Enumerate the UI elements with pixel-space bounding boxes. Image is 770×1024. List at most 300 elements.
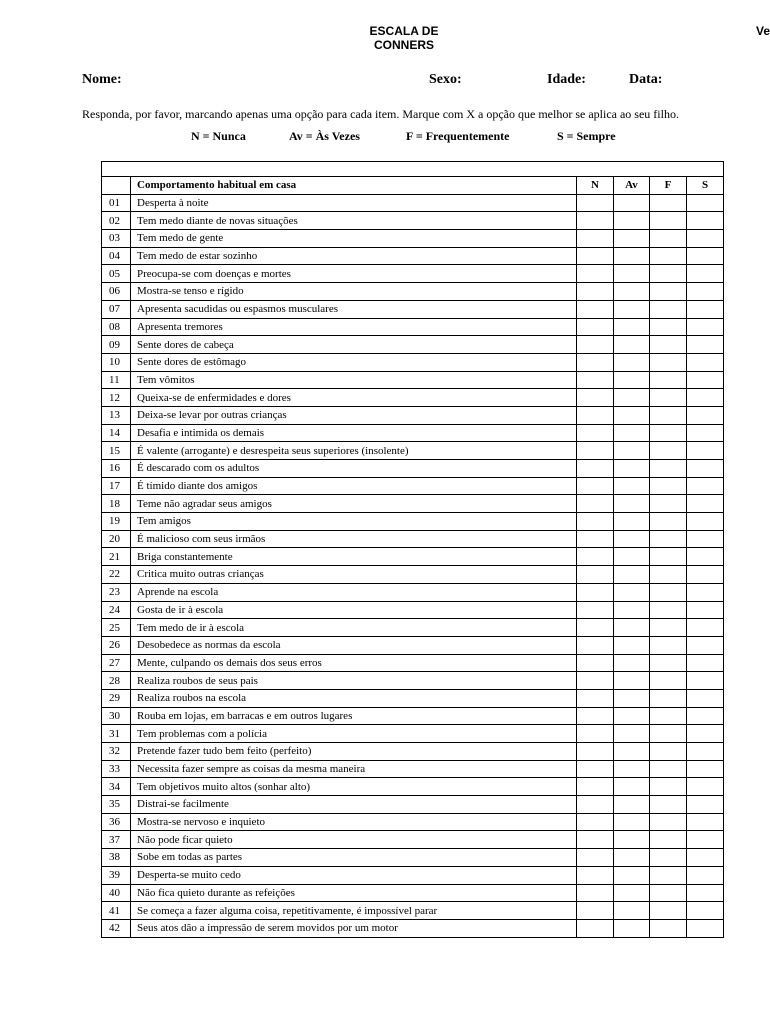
answer-cell-f[interactable] <box>650 477 687 495</box>
answer-cell-n[interactable] <box>577 406 614 424</box>
answer-cell-av[interactable] <box>614 336 650 354</box>
answer-cell-s[interactable] <box>687 619 724 637</box>
table-row <box>102 778 724 796</box>
item-description: Pretende fazer tudo bem feito (perfeito) <box>131 743 577 761</box>
answer-cell-s[interactable] <box>687 513 724 531</box>
answer-cell-f[interactable] <box>650 796 687 814</box>
answer-cell-n[interactable] <box>577 495 614 513</box>
answer-cell-n[interactable] <box>577 530 614 548</box>
answer-cell-n[interactable] <box>577 725 614 743</box>
behavior-header: Comportamento habitual em casa <box>131 177 577 195</box>
answer-cell-f[interactable] <box>650 300 687 318</box>
title-line-2: CONNERS <box>373 38 434 52</box>
answer-cell-av[interactable] <box>614 831 650 849</box>
answer-cell-f[interactable] <box>650 389 687 407</box>
item-description: Preocupa-se com doenças e mortes <box>131 265 577 283</box>
item-number: 16 <box>102 460 131 478</box>
answer-cell-av[interactable] <box>614 406 650 424</box>
answer-cell-n[interactable] <box>577 548 614 566</box>
answer-cell-f[interactable] <box>650 760 687 778</box>
answer-cell-f[interactable] <box>650 919 687 937</box>
answer-cell-s[interactable] <box>687 689 724 707</box>
answer-cell-f[interactable] <box>650 371 687 389</box>
answer-cell-av[interactable] <box>614 460 650 478</box>
item-number: 37 <box>102 831 131 849</box>
answer-cell-f[interactable] <box>650 849 687 867</box>
option-header-s: S <box>687 177 724 195</box>
table-row <box>102 619 724 637</box>
answer-cell-n[interactable] <box>577 477 614 495</box>
item-description: É tímido diante dos amigos <box>131 477 577 495</box>
answer-cell-s[interactable] <box>687 424 724 442</box>
item-description: Tem medo de estar sozinho <box>131 247 577 265</box>
answer-cell-f[interactable] <box>650 619 687 637</box>
table-row <box>102 636 724 654</box>
answer-cell-s[interactable] <box>687 725 724 743</box>
answer-cell-s[interactable] <box>687 743 724 761</box>
answer-cell-n[interactable] <box>577 566 614 584</box>
item-description: Realiza roubos de seus pais <box>131 672 577 690</box>
item-description: Mostra-se tenso e rígido <box>131 283 577 301</box>
answer-cell-s[interactable] <box>687 389 724 407</box>
answer-cell-f[interactable] <box>650 212 687 230</box>
item-number: 28 <box>102 672 131 690</box>
answer-cell-s[interactable] <box>687 265 724 283</box>
table-row <box>102 796 724 814</box>
item-description: Não pode ficar quieto <box>131 831 577 849</box>
item-number: 40 <box>102 884 131 902</box>
option-header-f: F <box>650 177 687 195</box>
answer-cell-f[interactable] <box>650 813 687 831</box>
item-description: Mente, culpando os demais dos seus erros <box>131 654 577 672</box>
table-row <box>102 601 724 619</box>
corner-text: Ve <box>756 24 770 38</box>
answer-cell-f[interactable] <box>650 601 687 619</box>
nome-label: Nome: <box>82 72 122 87</box>
item-number: 21 <box>102 548 131 566</box>
answer-cell-av[interactable] <box>614 530 650 548</box>
answer-cell-n[interactable] <box>577 583 614 601</box>
table-row <box>102 424 724 442</box>
answer-cell-s[interactable] <box>687 866 724 884</box>
answer-cell-s[interactable] <box>687 760 724 778</box>
data-label: Data: <box>629 72 663 87</box>
item-description: Tem problemas com a polícia <box>131 725 577 743</box>
answer-cell-av[interactable] <box>614 778 650 796</box>
answer-cell-av[interactable] <box>614 283 650 301</box>
answer-cell-f[interactable] <box>650 725 687 743</box>
answer-cell-av[interactable] <box>614 725 650 743</box>
answer-cell-n[interactable] <box>577 212 614 230</box>
item-description: Critica muito outras crianças <box>131 566 577 584</box>
table-row <box>102 548 724 566</box>
answer-cell-f[interactable] <box>650 778 687 796</box>
answer-cell-f[interactable] <box>650 406 687 424</box>
table-row <box>102 707 724 725</box>
table-row <box>102 477 724 495</box>
answer-cell-av[interactable] <box>614 265 650 283</box>
item-number: 08 <box>102 318 131 336</box>
option-header-av: Av <box>614 177 650 195</box>
answer-cell-f[interactable] <box>650 318 687 336</box>
answer-cell-av[interactable] <box>614 477 650 495</box>
table-row <box>102 919 724 937</box>
item-description: Tem medo de ir à escola <box>131 619 577 637</box>
table-row <box>102 406 724 424</box>
item-description: Não fica quieto durante as refeições <box>131 884 577 902</box>
answer-cell-f[interactable] <box>650 530 687 548</box>
answer-cell-n[interactable] <box>577 300 614 318</box>
legend-frequentemente: F = Frequentemente <box>406 129 510 143</box>
answer-cell-n[interactable] <box>577 636 614 654</box>
answer-cell-s[interactable] <box>687 477 724 495</box>
table-row <box>102 371 724 389</box>
answer-cell-s[interactable] <box>687 247 724 265</box>
answer-cell-n[interactable] <box>577 760 614 778</box>
item-number: 36 <box>102 813 131 831</box>
answer-cell-f[interactable] <box>650 902 687 920</box>
answer-cell-s[interactable] <box>687 566 724 584</box>
answer-cell-n[interactable] <box>577 389 614 407</box>
answer-cell-av[interactable] <box>614 212 650 230</box>
table-row <box>102 495 724 513</box>
item-description: Queixa-se de enfermidades e dores <box>131 389 577 407</box>
answer-cell-f[interactable] <box>650 831 687 849</box>
answer-cell-n[interactable] <box>577 318 614 336</box>
sexo-label: Sexo: <box>429 72 462 87</box>
answer-cell-s[interactable] <box>687 583 724 601</box>
answer-cell-av[interactable] <box>614 583 650 601</box>
table-blank-row <box>102 162 724 177</box>
answer-cell-s[interactable] <box>687 406 724 424</box>
answer-cell-av[interactable] <box>614 707 650 725</box>
item-number: 13 <box>102 406 131 424</box>
answer-cell-f[interactable] <box>650 460 687 478</box>
item-number: 30 <box>102 707 131 725</box>
answer-cell-s[interactable] <box>687 902 724 920</box>
table-row <box>102 689 724 707</box>
answer-cell-av[interactable] <box>614 760 650 778</box>
behavior-scale-table <box>101 161 724 938</box>
answer-cell-s[interactable] <box>687 601 724 619</box>
answer-cell-av[interactable] <box>614 389 650 407</box>
item-description: Rouba em lojas, em barracas e em outros lugares <box>131 707 577 725</box>
answer-cell-n[interactable] <box>577 442 614 460</box>
item-number: 11 <box>102 371 131 389</box>
answer-cell-n[interactable] <box>577 601 614 619</box>
answer-cell-s[interactable] <box>687 371 724 389</box>
item-number: 31 <box>102 725 131 743</box>
answer-cell-n[interactable] <box>577 884 614 902</box>
table-row <box>102 866 724 884</box>
answer-cell-av[interactable] <box>614 813 650 831</box>
answer-cell-n[interactable] <box>577 247 614 265</box>
answer-cell-s[interactable] <box>687 654 724 672</box>
answer-cell-av[interactable] <box>614 866 650 884</box>
table-row <box>102 743 724 761</box>
table-row <box>102 265 724 283</box>
answer-cell-av[interactable] <box>614 548 650 566</box>
item-number: 19 <box>102 513 131 531</box>
answer-cell-s[interactable] <box>687 495 724 513</box>
table-row <box>102 442 724 460</box>
answer-cell-s[interactable] <box>687 230 724 248</box>
answer-cell-s[interactable] <box>687 636 724 654</box>
answer-cell-n[interactable] <box>577 619 614 637</box>
table-row <box>102 230 724 248</box>
table-row <box>102 318 724 336</box>
answer-cell-av[interactable] <box>614 902 650 920</box>
item-number: 15 <box>102 442 131 460</box>
item-description: Seus atos dão a impressão de serem movidos por um motor <box>131 919 577 937</box>
answer-cell-f[interactable] <box>650 265 687 283</box>
item-description: Deixa-se levar por outras crianças <box>131 406 577 424</box>
answer-cell-f[interactable] <box>650 743 687 761</box>
answer-cell-n[interactable] <box>577 371 614 389</box>
answer-cell-s[interactable] <box>687 796 724 814</box>
answer-cell-f[interactable] <box>650 336 687 354</box>
item-number: 29 <box>102 689 131 707</box>
item-number: 20 <box>102 530 131 548</box>
item-number: 34 <box>102 778 131 796</box>
answer-cell-s[interactable] <box>687 283 724 301</box>
answer-cell-n[interactable] <box>577 672 614 690</box>
item-number: 02 <box>102 212 131 230</box>
table-row <box>102 353 724 371</box>
answer-cell-s[interactable] <box>687 300 724 318</box>
answer-cell-n[interactable] <box>577 230 614 248</box>
item-number: 38 <box>102 849 131 867</box>
item-description: Briga constantemente <box>131 548 577 566</box>
answer-cell-f[interactable] <box>650 442 687 460</box>
item-description: Sobe em todas as partes <box>131 849 577 867</box>
answer-cell-n[interactable] <box>577 654 614 672</box>
table-row <box>102 725 724 743</box>
answer-cell-s[interactable] <box>687 194 724 212</box>
answer-cell-n[interactable] <box>577 849 614 867</box>
item-description: Tem amigos <box>131 513 577 531</box>
answer-cell-av[interactable] <box>614 318 650 336</box>
answer-cell-s[interactable] <box>687 884 724 902</box>
item-number: 24 <box>102 601 131 619</box>
answer-cell-n[interactable] <box>577 866 614 884</box>
answer-cell-n[interactable] <box>577 831 614 849</box>
item-description: Realiza roubos na escola <box>131 689 577 707</box>
answer-cell-f[interactable] <box>650 548 687 566</box>
item-number: 26 <box>102 636 131 654</box>
item-description: Distrai-se facilmente <box>131 796 577 814</box>
answer-cell-av[interactable] <box>614 796 650 814</box>
table-row <box>102 831 724 849</box>
answer-cell-s[interactable] <box>687 442 724 460</box>
item-description: Desafia e intimida os demais <box>131 424 577 442</box>
item-number: 01 <box>102 194 131 212</box>
table-row <box>102 194 724 212</box>
item-number: 05 <box>102 265 131 283</box>
option-header-n: N <box>577 177 614 195</box>
answer-cell-s[interactable] <box>687 919 724 937</box>
answer-cell-av[interactable] <box>614 619 650 637</box>
item-number: 39 <box>102 866 131 884</box>
answer-cell-n[interactable] <box>577 902 614 920</box>
answer-cell-n[interactable] <box>577 743 614 761</box>
item-number: 03 <box>102 230 131 248</box>
item-number: 04 <box>102 247 131 265</box>
item-number: 23 <box>102 583 131 601</box>
item-description: Tem medo diante de novas situações <box>131 212 577 230</box>
item-description: Mostra-se nervoso e inquieto <box>131 813 577 831</box>
answer-cell-s[interactable] <box>687 212 724 230</box>
answer-cell-n[interactable] <box>577 283 614 301</box>
answer-cell-s[interactable] <box>687 707 724 725</box>
answer-cell-s[interactable] <box>687 460 724 478</box>
table-row <box>102 583 724 601</box>
table-row <box>102 849 724 867</box>
item-number: 41 <box>102 902 131 920</box>
answer-cell-s[interactable] <box>687 353 724 371</box>
item-number: 06 <box>102 283 131 301</box>
table-row <box>102 672 724 690</box>
answer-cell-f[interactable] <box>650 353 687 371</box>
legend-nunca: N = Nunca <box>191 129 246 143</box>
answer-cell-av[interactable] <box>614 849 650 867</box>
answer-cell-av[interactable] <box>614 353 650 371</box>
item-description: Tem vômitos <box>131 371 577 389</box>
answer-cell-f[interactable] <box>650 495 687 513</box>
item-number: 12 <box>102 389 131 407</box>
table-row <box>102 300 724 318</box>
item-number: 32 <box>102 743 131 761</box>
item-number: 10 <box>102 353 131 371</box>
answer-cell-n[interactable] <box>577 353 614 371</box>
table-row <box>102 460 724 478</box>
answer-cell-n[interactable] <box>577 513 614 531</box>
document-title <box>300 24 508 52</box>
instructions-text: Responda, por favor, marcando apenas uma opção para cada item. Marque com X a opção que melhor se aplica ao seu filho. <box>82 107 679 121</box>
answer-cell-av[interactable] <box>614 194 650 212</box>
item-description: Desperta-se muito cedo <box>131 866 577 884</box>
answer-cell-s[interactable] <box>687 318 724 336</box>
answer-cell-f[interactable] <box>650 689 687 707</box>
answer-cell-av[interactable] <box>614 300 650 318</box>
answer-cell-av[interactable] <box>614 513 650 531</box>
item-description: Teme não agradar seus amigos <box>131 495 577 513</box>
answer-cell-av[interactable] <box>614 654 650 672</box>
answer-cell-n[interactable] <box>577 689 614 707</box>
answer-cell-n[interactable] <box>577 707 614 725</box>
answer-cell-n[interactable] <box>577 778 614 796</box>
answer-cell-f[interactable] <box>650 672 687 690</box>
item-description: Aprende na escola <box>131 583 577 601</box>
answer-cell-av[interactable] <box>614 636 650 654</box>
answer-cell-f[interactable] <box>650 707 687 725</box>
item-description: Apresenta sacudidas ou espasmos musculares <box>131 300 577 318</box>
item-description: É descarado com os adultos <box>131 460 577 478</box>
answer-cell-av[interactable] <box>614 495 650 513</box>
answer-cell-s[interactable] <box>687 548 724 566</box>
legend-as-vezes: Av = Às Vezes <box>289 129 360 143</box>
answer-cell-s[interactable] <box>687 831 724 849</box>
answer-cell-av[interactable] <box>614 247 650 265</box>
answer-cell-f[interactable] <box>650 566 687 584</box>
table-row <box>102 389 724 407</box>
answer-cell-f[interactable] <box>650 513 687 531</box>
answer-cell-av[interactable] <box>614 919 650 937</box>
item-number: 22 <box>102 566 131 584</box>
answer-cell-f[interactable] <box>650 636 687 654</box>
answer-cell-f[interactable] <box>650 247 687 265</box>
item-number: 14 <box>102 424 131 442</box>
answer-cell-n[interactable] <box>577 336 614 354</box>
item-number: 18 <box>102 495 131 513</box>
answer-cell-n[interactable] <box>577 424 614 442</box>
answer-cell-av[interactable] <box>614 743 650 761</box>
item-number: 27 <box>102 654 131 672</box>
answer-cell-av[interactable] <box>614 566 650 584</box>
answer-cell-s[interactable] <box>687 672 724 690</box>
item-description: Tem objetivos muito altos (sonhar alto) <box>131 778 577 796</box>
answer-cell-s[interactable] <box>687 849 724 867</box>
item-number: 17 <box>102 477 131 495</box>
answer-cell-n[interactable] <box>577 813 614 831</box>
answer-cell-f[interactable] <box>650 583 687 601</box>
answer-cell-n[interactable] <box>577 919 614 937</box>
item-description: Gosta de ir à escola <box>131 601 577 619</box>
answer-cell-f[interactable] <box>650 283 687 301</box>
answer-cell-n[interactable] <box>577 460 614 478</box>
idade-label: Idade: <box>547 72 586 87</box>
item-description: É valente (arrogante) e desrespeita seus superiores (insolente) <box>131 442 577 460</box>
table-row <box>102 654 724 672</box>
answer-cell-f[interactable] <box>650 884 687 902</box>
table-row <box>102 336 724 354</box>
answer-cell-s[interactable] <box>687 778 724 796</box>
answer-cell-f[interactable] <box>650 424 687 442</box>
answer-cell-f[interactable] <box>650 654 687 672</box>
table-header-row <box>102 177 724 195</box>
item-description: Desperta à noite <box>131 194 577 212</box>
answer-cell-f[interactable] <box>650 230 687 248</box>
answer-cell-f[interactable] <box>650 866 687 884</box>
table-row <box>102 760 724 778</box>
answer-cell-av[interactable] <box>614 371 650 389</box>
answer-cell-s[interactable] <box>687 530 724 548</box>
answer-cell-av[interactable] <box>614 424 650 442</box>
answer-cell-s[interactable] <box>687 813 724 831</box>
answer-cell-n[interactable] <box>577 194 614 212</box>
item-description: Sente dores de cabeça <box>131 336 577 354</box>
table-row <box>102 212 724 230</box>
item-description: Necessita fazer sempre as coisas da mesma maneira <box>131 760 577 778</box>
table-row <box>102 530 724 548</box>
answer-cell-s[interactable] <box>687 336 724 354</box>
answer-cell-av[interactable] <box>614 230 650 248</box>
answer-cell-av[interactable] <box>614 672 650 690</box>
answer-cell-av[interactable] <box>614 601 650 619</box>
item-number: 35 <box>102 796 131 814</box>
table-row <box>102 902 724 920</box>
table-row <box>102 884 724 902</box>
answer-cell-av[interactable] <box>614 442 650 460</box>
answer-cell-f[interactable] <box>650 194 687 212</box>
answer-cell-av[interactable] <box>614 689 650 707</box>
legend-sempre: S = Sempre <box>557 129 616 143</box>
answer-cell-n[interactable] <box>577 796 614 814</box>
table-row <box>102 513 724 531</box>
answer-cell-av[interactable] <box>614 884 650 902</box>
answer-cell-n[interactable] <box>577 265 614 283</box>
table-row <box>102 283 724 301</box>
